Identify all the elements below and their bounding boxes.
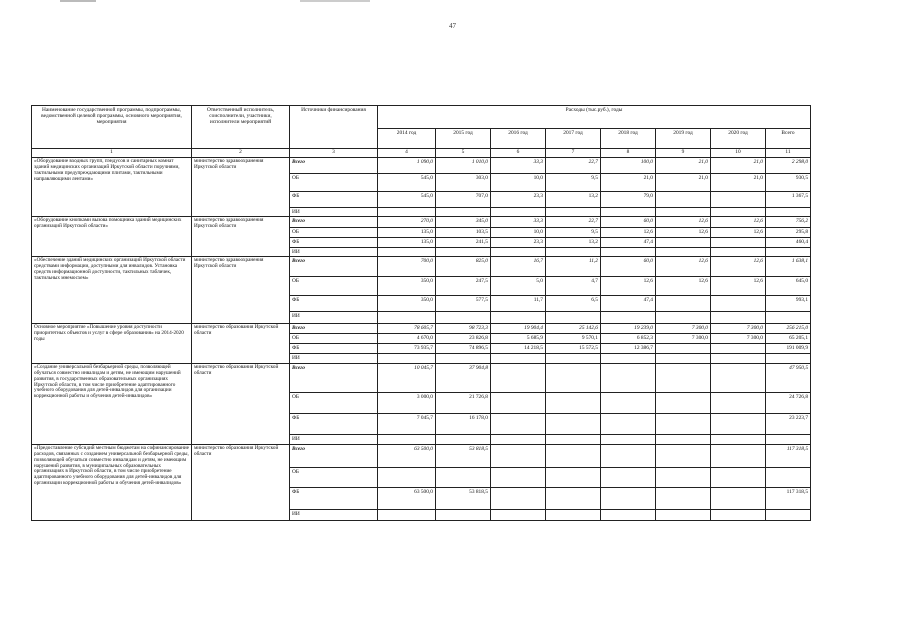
year-value [711, 487, 766, 509]
column-index: 10 [711, 149, 766, 158]
header-year: 2020 год [711, 129, 766, 149]
funding-source: ФБ [290, 192, 378, 208]
total-value: 1 367,5 [766, 192, 811, 208]
year-value [711, 248, 766, 257]
year-value [656, 192, 711, 208]
year-value [491, 487, 546, 509]
year-value [601, 444, 656, 467]
year-value [656, 467, 711, 487]
year-value: 21,0 [656, 158, 711, 174]
total-value [766, 248, 811, 257]
funding-source: Всего [290, 363, 378, 392]
total-value [766, 467, 811, 487]
year-value: 23,3 [491, 238, 546, 248]
year-value [711, 238, 766, 248]
year-value [601, 434, 656, 444]
total-value: 930,5 [766, 174, 811, 192]
year-value [436, 509, 491, 520]
column-index: 4 [378, 149, 436, 158]
responsible-executor: министерство здравоохранения Иркутской области [192, 158, 290, 217]
year-value [491, 312, 546, 324]
year-value [656, 238, 711, 248]
column-index: 5 [436, 149, 491, 158]
year-value: 11,7 [491, 296, 546, 312]
year-value: 13,2 [546, 238, 601, 248]
total-value [766, 312, 811, 324]
year-value: 79,0 [601, 192, 656, 208]
scan-artifact [300, 0, 370, 2]
year-value: 241,5 [436, 238, 491, 248]
header-total: Всего [766, 129, 811, 149]
header-year: 2016 год [491, 129, 546, 149]
activity-name: Основное мероприятие «Повышение уровня доступности приоритетных объектов и услуг в сфере образования» на 2014-2020 годы [32, 324, 192, 363]
column-index: 3 [290, 149, 378, 158]
year-value [378, 208, 436, 217]
table-row [32, 324, 811, 334]
year-value: 12 386,7 [601, 344, 656, 354]
year-value: 23 826,8 [436, 334, 491, 344]
year-value: 14 218,5 [491, 344, 546, 354]
year-value: 5 685,9 [491, 334, 546, 344]
funding-source: ФБ [290, 344, 378, 354]
total-value [766, 208, 811, 217]
year-value [546, 509, 601, 520]
year-value [491, 444, 546, 467]
year-value [656, 509, 711, 520]
year-value: 545,0 [378, 174, 436, 192]
year-value: 9,5 [546, 174, 601, 192]
year-value: 6 852,3 [601, 334, 656, 344]
total-value: 645,0 [766, 277, 811, 296]
year-value [601, 354, 656, 363]
year-value [601, 467, 656, 487]
funding-source: ИИ [290, 509, 378, 520]
responsible-executor: министерство образования Иркутской области [192, 324, 290, 363]
year-value [601, 248, 656, 257]
funding-source: ОБ [290, 228, 378, 238]
year-value: 12,6 [656, 257, 711, 277]
year-value: 350,0 [378, 296, 436, 312]
year-value: 1 090,0 [378, 158, 436, 174]
total-value: 295,8 [766, 228, 811, 238]
year-value [711, 467, 766, 487]
year-value [656, 444, 711, 467]
header-year: 2018 год [601, 129, 656, 149]
year-value [546, 467, 601, 487]
year-value: 350,0 [378, 277, 436, 296]
year-value: 22,7 [546, 158, 601, 174]
year-value [546, 354, 601, 363]
year-value [436, 208, 491, 217]
year-value [491, 208, 546, 217]
year-value: 9 570,1 [546, 334, 601, 344]
year-value: 19 239,0 [601, 324, 656, 334]
year-value: 53 818,5 [436, 487, 491, 509]
year-value [491, 363, 546, 392]
year-value [656, 363, 711, 392]
year-value: 103,5 [436, 228, 491, 238]
year-value [491, 392, 546, 413]
year-value [656, 354, 711, 363]
year-value [656, 413, 711, 434]
year-value [656, 487, 711, 509]
year-value: 345,0 [436, 217, 491, 228]
year-value: 825,0 [436, 257, 491, 277]
year-value: 12,6 [711, 257, 766, 277]
year-value [436, 467, 491, 487]
year-value [546, 487, 601, 509]
year-value [491, 509, 546, 520]
year-value [601, 312, 656, 324]
year-value: 25 142,6 [546, 324, 601, 334]
responsible-executor: министерство образования Иркутской области [192, 444, 290, 520]
year-value [711, 444, 766, 467]
year-value: 21,0 [656, 174, 711, 192]
total-value: 24 726,8 [766, 392, 811, 413]
funding-source: Всего [290, 158, 378, 174]
funding-source: Всего [290, 444, 378, 467]
total-value: 117 318,5 [766, 444, 811, 467]
year-value: 303,0 [436, 174, 491, 192]
year-value: 10,0 [491, 228, 546, 238]
year-value: 7 300,0 [656, 334, 711, 344]
responsible-executor: министерство здравоохранения Иркутской области [192, 257, 290, 324]
scan-artifact [60, 0, 96, 2]
year-value [601, 392, 656, 413]
header-source: Источники финансирования [290, 106, 378, 149]
header-responsible: Ответственный исполнитель, соисполнители, участники, исполнители мероприятий [192, 106, 290, 149]
year-value [711, 296, 766, 312]
year-value: 60,0 [601, 217, 656, 228]
year-value: 10,0 [491, 174, 546, 192]
year-value: 98 723,3 [436, 324, 491, 334]
year-value: 47,4 [601, 238, 656, 248]
year-value: 12,6 [711, 217, 766, 228]
total-value: 65 205,1 [766, 334, 811, 344]
year-value: 707,0 [436, 192, 491, 208]
year-value [491, 434, 546, 444]
year-value [546, 363, 601, 392]
column-index: 11 [766, 149, 811, 158]
year-value: 135,0 [378, 238, 436, 248]
header-year: 2014 год [378, 129, 436, 149]
year-value [491, 413, 546, 434]
year-value: 10 045,7 [378, 363, 436, 392]
year-value [656, 312, 711, 324]
year-value: 7 300,0 [656, 324, 711, 334]
page-number: 47 [449, 22, 456, 30]
total-value: 756,2 [766, 217, 811, 228]
funding-source: ФБ [290, 238, 378, 248]
funding-source: ОБ [290, 467, 378, 487]
activity-name: «Создание универсальной безбарьерной среды, позволяющей обучаться совместно инвалидам и детям, не имеющим нарушений развития, в государственных образовательных организациях Иркутской области, в том числе приобретение адаптированного учебного оборудования для детей-инвалидов для организации коррекционной работы и обучения детей-инвалидов» [32, 363, 192, 444]
total-value: 460,4 [766, 238, 811, 248]
year-value: 4,7 [546, 277, 601, 296]
year-value: 9,5 [546, 228, 601, 238]
year-value: 3 000,0 [378, 392, 436, 413]
funding-source: ИИ [290, 208, 378, 217]
funding-source: ОБ [290, 334, 378, 344]
year-value [656, 344, 711, 354]
year-value: 270,0 [378, 217, 436, 228]
funding-source: Всего [290, 324, 378, 334]
year-value [711, 392, 766, 413]
total-value: 191 009,9 [766, 344, 811, 354]
year-value [378, 434, 436, 444]
year-value [711, 434, 766, 444]
year-value: 12,6 [601, 277, 656, 296]
year-value: 700,0 [378, 257, 436, 277]
year-value [436, 248, 491, 257]
year-value [491, 467, 546, 487]
year-value: 12,6 [656, 228, 711, 238]
activity-name: «Оборудование кнопками вызова помощника зданий медицинских организаций Иркутской области» [32, 217, 192, 257]
table-row [32, 257, 811, 277]
total-value: 993,1 [766, 296, 811, 312]
year-value [436, 434, 491, 444]
year-value [656, 434, 711, 444]
year-value: 37 904,8 [436, 363, 491, 392]
year-value: 63 500,0 [378, 444, 436, 467]
year-value [601, 413, 656, 434]
total-value: 2 298,0 [766, 158, 811, 174]
funding-source: ФБ [290, 296, 378, 312]
year-value [601, 208, 656, 217]
year-value [711, 344, 766, 354]
year-value [546, 392, 601, 413]
total-value [766, 354, 811, 363]
year-value: 15 572,5 [546, 344, 601, 354]
activity-name: «Оборудование входных групп, пэндусов и санитарных комнат зданий медицинских организаций Иркутской области поручнями, тактильными предупреждающими плитами, тактильными направляющими лентами» [32, 158, 192, 217]
year-value: 11,2 [546, 257, 601, 277]
column-index: 9 [656, 149, 711, 158]
year-value [378, 509, 436, 520]
year-value [656, 296, 711, 312]
year-value [378, 312, 436, 324]
year-value: 53 818,5 [436, 444, 491, 467]
year-value: 21,0 [601, 174, 656, 192]
header-expenses: Расходы (тыс.руб.), годы [378, 106, 811, 129]
funding-source: Всего [290, 217, 378, 228]
total-value: 117 318,5 [766, 487, 811, 509]
funding-source: ИИ [290, 248, 378, 257]
year-value [546, 444, 601, 467]
year-value: 12,6 [711, 228, 766, 238]
year-value [656, 208, 711, 217]
year-value: 21,0 [711, 158, 766, 174]
total-value [766, 509, 811, 520]
year-value [711, 509, 766, 520]
year-value: 21,0 [711, 174, 766, 192]
header-year: 2019 год [656, 129, 711, 149]
funding-source: ИИ [290, 354, 378, 363]
year-value: 33,3 [491, 217, 546, 228]
total-value [766, 434, 811, 444]
year-value [656, 248, 711, 257]
year-value: 12,6 [711, 277, 766, 296]
year-value [711, 192, 766, 208]
year-value [378, 248, 436, 257]
year-value: 19 904,4 [491, 324, 546, 334]
total-value: 256 215,0 [766, 324, 811, 334]
column-index: 8 [601, 149, 656, 158]
column-index: 7 [546, 149, 601, 158]
year-value [378, 354, 436, 363]
activity-name: «Обеспечение зданий медицинских организаций Иркутской области средствами информации, доступными для инвалидов. Установка средств информационной доступности, тактильных табличек, тактильных мнемосхем» [32, 257, 192, 324]
year-value: 73 935,7 [378, 344, 436, 354]
year-value: 12,6 [656, 217, 711, 228]
responsible-executor: министерство здравоохранения Иркутской области [192, 217, 290, 257]
funding-source: ФБ [290, 413, 378, 434]
year-value [601, 509, 656, 520]
funding-source: ФБ [290, 487, 378, 509]
funding-source: ОБ [290, 392, 378, 413]
header-year: 2017 год [546, 129, 601, 149]
year-value [711, 363, 766, 392]
year-value: 577,5 [436, 296, 491, 312]
year-value: 16,7 [491, 257, 546, 277]
funding-source: Всего [290, 257, 378, 277]
year-value: 545,0 [378, 192, 436, 208]
year-value [711, 208, 766, 217]
year-value: 1 010,0 [436, 158, 491, 174]
year-value: 33,3 [491, 158, 546, 174]
year-value [546, 248, 601, 257]
column-index: 2 [192, 149, 290, 158]
year-value [378, 467, 436, 487]
table-body [32, 158, 811, 521]
table-row [32, 217, 811, 228]
year-value: 100,0 [601, 158, 656, 174]
year-value [711, 413, 766, 434]
year-value: 74 896,5 [436, 344, 491, 354]
year-value: 60,0 [601, 257, 656, 277]
year-value [711, 312, 766, 324]
year-value: 247,5 [436, 277, 491, 296]
column-index: 1 [32, 149, 192, 158]
year-value [711, 354, 766, 363]
funding-source: ОБ [290, 174, 378, 192]
year-value: 23,3 [491, 192, 546, 208]
year-value: 135,0 [378, 228, 436, 238]
budget-table [31, 105, 811, 521]
funding-source: ИИ [290, 434, 378, 444]
total-value: 1 638,1 [766, 257, 811, 277]
table-row [32, 444, 811, 467]
year-value [436, 354, 491, 363]
year-value [436, 312, 491, 324]
year-value [546, 434, 601, 444]
year-value [601, 487, 656, 509]
responsible-executor: министерство образования Иркутской области [192, 363, 290, 444]
year-value: 12,6 [601, 228, 656, 238]
year-value: 5,0 [491, 277, 546, 296]
year-value: 22,7 [546, 217, 601, 228]
table-row [32, 363, 811, 392]
year-value [491, 248, 546, 257]
total-value: 23 223,7 [766, 413, 811, 434]
year-value [491, 354, 546, 363]
year-value: 47,4 [601, 296, 656, 312]
column-index: 6 [491, 149, 546, 158]
year-value: 7 300,0 [711, 334, 766, 344]
year-value: 4 670,0 [378, 334, 436, 344]
year-value: 12,6 [656, 277, 711, 296]
activity-name: «Предоставление субсидий местным бюджетам на софинансирование расходов, связанных с созданием универсальной безбарьерной среды, позволяющей обучаться совместно инвалидам и детям, не имеющим нарушений развития, в муниципальных образовательных организациях в Иркутской области, в том числе приобретение адаптированного учебного оборудования для детей-инвалидов для организации коррекционной работы и обучения детей-инвалидов» [32, 444, 192, 520]
year-value [656, 392, 711, 413]
year-value [601, 363, 656, 392]
table-row [32, 158, 811, 174]
year-value [546, 312, 601, 324]
total-value: 47 950,5 [766, 363, 811, 392]
year-value [546, 413, 601, 434]
year-value: 6,5 [546, 296, 601, 312]
year-value: 16 178,0 [436, 413, 491, 434]
year-value: 78 605,7 [378, 324, 436, 334]
year-value: 21 726,8 [436, 392, 491, 413]
year-value: 7 300,0 [711, 324, 766, 334]
funding-source: ОБ [290, 277, 378, 296]
funding-source: ИИ [290, 312, 378, 324]
year-value: 63 500,0 [378, 487, 436, 509]
year-value: 13,2 [546, 192, 601, 208]
year-value [546, 208, 601, 217]
header-name: Наименование государственной программы, подпрограммы, ведомственной целевой программы, основного мероприятия, мероприятия [32, 106, 192, 149]
year-value: 7 045,7 [378, 413, 436, 434]
header-year: 2015 год [436, 129, 491, 149]
